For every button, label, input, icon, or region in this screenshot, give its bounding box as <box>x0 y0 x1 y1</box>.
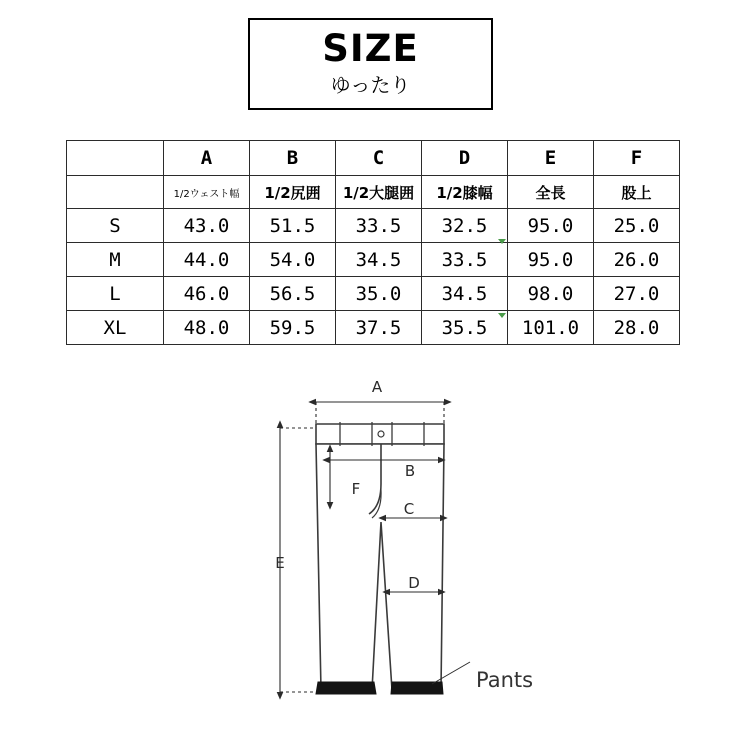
cell-l-b: 56.5 <box>250 277 336 311</box>
row-size-xl: XL <box>67 311 164 345</box>
name-rise: 股上 <box>594 176 680 209</box>
cell-m-b: 54.0 <box>250 243 336 277</box>
cell-xl-f: 28.0 <box>594 311 680 345</box>
name-hip: 1/2尻囲 <box>250 176 336 209</box>
cell-xl-e: 101.0 <box>508 311 594 345</box>
cell-xl-a: 48.0 <box>164 311 250 345</box>
row-size-l: L <box>67 277 164 311</box>
pants-illustration <box>316 422 444 690</box>
cell-m-e: 95.0 <box>508 243 594 277</box>
cell-s-a: 43.0 <box>164 209 250 243</box>
cell-l-f: 27.0 <box>594 277 680 311</box>
name-knee: 1/2膝幅 <box>422 176 508 209</box>
header-corner <box>67 141 164 176</box>
table-row <box>67 209 680 243</box>
product-label: Pants <box>476 668 534 692</box>
header-letter-f: F <box>594 141 680 176</box>
marker-c: C <box>403 500 415 518</box>
table-row <box>67 243 680 277</box>
cell-xl-c: 37.5 <box>336 311 422 345</box>
green-tick-marker-1 <box>498 239 506 244</box>
row-size-m: M <box>67 243 164 277</box>
table-header-letters <box>67 141 680 176</box>
marker-a: A <box>371 378 383 396</box>
cell-m-a: 44.0 <box>164 243 250 277</box>
cell-s-f: 25.0 <box>594 209 680 243</box>
cell-l-a: 46.0 <box>164 277 250 311</box>
name-length: 全長 <box>508 176 594 209</box>
table-row <box>67 277 680 311</box>
page-subtitle: ゆったり <box>330 73 411 98</box>
page-title: SIZE <box>322 26 419 70</box>
green-tick-marker-2 <box>498 313 506 318</box>
marker-d: D <box>408 574 420 592</box>
cell-l-d: 34.5 <box>422 277 508 311</box>
name-thigh: 1/2大腿囲 <box>336 176 422 209</box>
table-header-names <box>67 176 680 209</box>
cell-l-e: 98.0 <box>508 277 594 311</box>
cell-xl-b: 59.5 <box>250 311 336 345</box>
row-size-s: S <box>67 209 164 243</box>
cell-s-e: 95.0 <box>508 209 594 243</box>
marker-e: E <box>275 554 285 572</box>
cell-m-f: 26.0 <box>594 243 680 277</box>
cell-l-c: 35.0 <box>336 277 422 311</box>
header-letter-c: C <box>336 141 422 176</box>
cell-s-c: 33.5 <box>336 209 422 243</box>
cell-s-d: 32.5 <box>422 209 508 243</box>
cell-m-d: 33.5 <box>422 243 508 277</box>
cell-xl-d: 35.5 <box>422 311 508 345</box>
header-letter-e: E <box>508 141 594 176</box>
marker-b: B <box>404 462 416 480</box>
header-letter-d: D <box>422 141 508 176</box>
table-row <box>67 311 680 345</box>
size-table <box>66 140 680 345</box>
cell-s-b: 51.5 <box>250 209 336 243</box>
name-corner <box>67 176 164 209</box>
header-letter-b: B <box>250 141 336 176</box>
pants-measurement-diagram <box>0 372 740 740</box>
cell-m-c: 34.5 <box>336 243 422 277</box>
header-letter-a: A <box>164 141 250 176</box>
pants-cuffs <box>316 682 443 694</box>
size-title-box <box>248 18 493 110</box>
marker-f: F <box>351 480 361 498</box>
name-waist: 1/2ウェスト幅 <box>164 176 250 209</box>
